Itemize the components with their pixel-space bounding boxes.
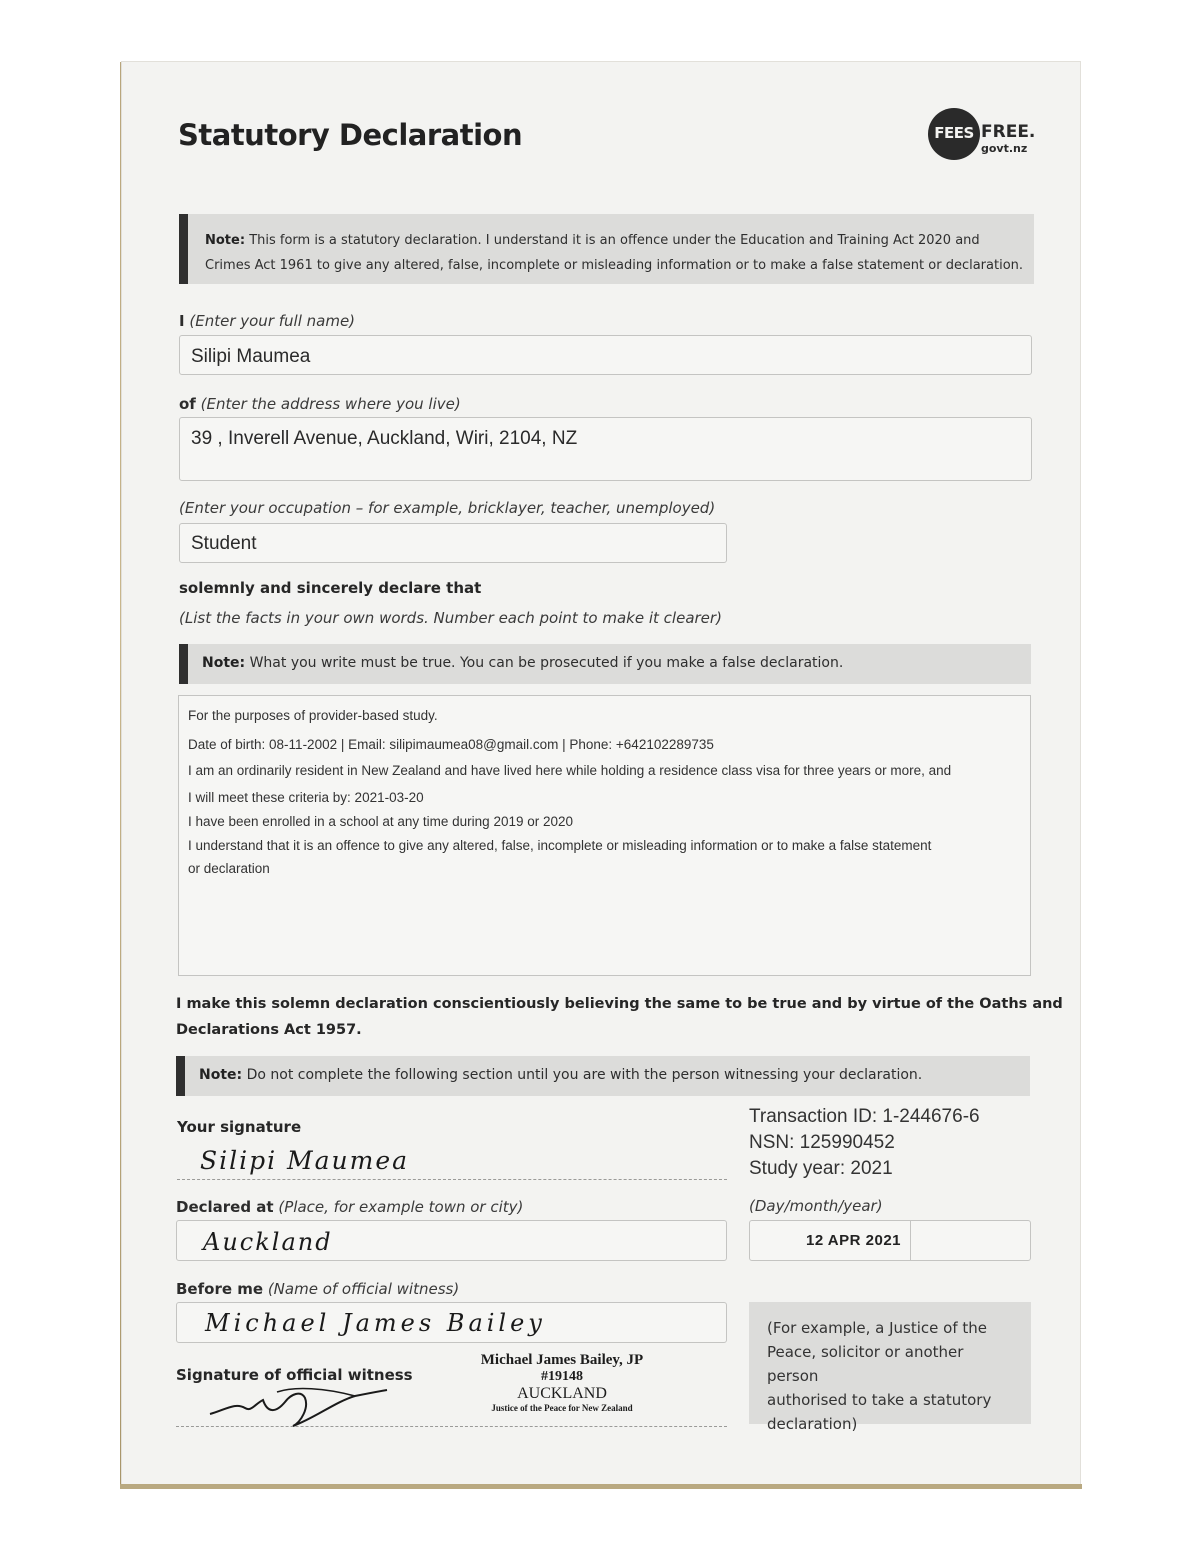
witness-note — [176, 1056, 1030, 1096]
intro-note-line-1 — [205, 228, 1030, 253]
address-prefix: of — [179, 395, 196, 413]
fact-line-5: I have been enrolled in a school at any time during 2019 or 2020 — [188, 814, 574, 829]
official-signature-scribble — [205, 1382, 395, 1432]
witness-example-line-4: declaration) — [767, 1415, 858, 1433]
intro-note-text-2: Crimes Act 1961 to give any altered, false, incomplete or misleading information or to make a false statement or declaration. — [205, 258, 1024, 273]
jp-stamp-city: AUCKLAND — [517, 1385, 607, 1402]
your-signature-label: Your signature — [177, 1118, 302, 1136]
truth-note — [179, 644, 1031, 684]
note-label: Note: — [205, 233, 246, 248]
note-bar — [179, 214, 188, 284]
full-name-field[interactable] — [179, 335, 1032, 375]
paper-edge-bottom — [120, 1484, 1082, 1489]
name-prefix: I — [179, 312, 185, 330]
solemn-line-1: I make this solemn declaration conscientiously believing the same to be true and by virtue of the Oaths and — [176, 996, 1063, 1012]
declared-at-hint: (Place, for example town or city) — [278, 1198, 524, 1216]
logo-fees-text: FEES — [934, 124, 974, 142]
declare-hint-wrap — [179, 609, 722, 627]
date-field[interactable] — [749, 1220, 1031, 1261]
declare-hint: (List the facts in your own words. Number each point to make it clearer) — [179, 609, 722, 627]
occupation-label — [179, 499, 715, 517]
date-stamp-value: 12 APR 2021 — [806, 1232, 902, 1249]
intro-note-text-1: This form is a statutory declaration. I understand it is an offence under the Education and Training Act 2020 and — [249, 233, 980, 248]
jp-stamp-title: Justice of the Peace for New Zealand — [491, 1403, 633, 1413]
occupation-field[interactable] — [179, 523, 727, 563]
official-signature-label: Signature of official witness — [176, 1366, 413, 1384]
jp-stamp — [462, 1352, 662, 1413]
fact-line-4: I will meet these criteria by: 2021-03-20 — [188, 790, 424, 805]
logo-free-text: FREE. — [981, 122, 1036, 142]
jp-stamp-name: Michael James Bailey, JP — [480, 1352, 644, 1368]
before-me-prefix: Before me — [176, 1280, 264, 1298]
occupation-value: Student — [191, 533, 257, 554]
address-hint: (Enter the address where you live) — [200, 395, 461, 413]
logo-domain-text: govt.nz — [981, 142, 1028, 155]
your-signature-line[interactable] — [177, 1178, 727, 1180]
date-label — [749, 1197, 883, 1215]
full-name-value: Silipi Maumea — [191, 346, 311, 367]
declared-at-label — [176, 1198, 523, 1216]
truth-note-text: What you write must be true. You can be prosecuted if you make a false declaration. — [249, 655, 844, 671]
note-bar — [179, 644, 188, 684]
declared-at-prefix: Declared at — [176, 1198, 274, 1216]
date-hint: (Day/month/year) — [749, 1197, 883, 1215]
note-bar — [176, 1056, 185, 1096]
solemn-line-2: Declarations Act 1957. — [176, 1022, 362, 1038]
note-label: Note: — [199, 1067, 243, 1083]
fact-line-7: or declaration — [188, 861, 270, 876]
name-label — [179, 312, 355, 330]
intro-note — [179, 214, 1034, 284]
declared-at-value: Auckland — [203, 1228, 333, 1256]
address-label — [179, 395, 461, 413]
page-title: Statutory Declaration — [178, 118, 523, 152]
declared-at-field[interactable] — [176, 1220, 727, 1261]
fact-line-3: I am an ordinarily resident in New Zealand and have lived here while holding a residence class visa for three years or more, and — [188, 763, 952, 778]
witness-name-field[interactable] — [176, 1302, 727, 1343]
witness-note-text: Do not complete the following section until you are with the person witnessing your declaration. — [246, 1067, 923, 1083]
witness-name-value: Michael James Bailey — [205, 1309, 546, 1337]
fact-line-6: I understand that it is an offence to give any altered, false, incomplete or misleading information or to make a false statement — [188, 838, 932, 853]
before-me-label — [176, 1280, 459, 1298]
occupation-hint: (Enter your occupation – for example, bricklayer, teacher, unemployed) — [179, 499, 716, 517]
transaction-id: Transaction ID: 1-244676-6 — [749, 1106, 980, 1127]
witness-example-line-1: (For example, a Justice of the — [767, 1319, 987, 1337]
study-year: Study year: 2021 — [749, 1158, 893, 1179]
fact-line-1: For the purposes of provider-based study. — [188, 708, 438, 723]
address-value: 39 , Inverell Avenue, Auckland, Wiri, 2104, NZ — [191, 428, 578, 449]
fact-line-2: Date of birth: 08-11-2002 | Email: silipimaumea08@gmail.com | Phone: +642102289735 — [188, 737, 714, 752]
note-label: Note: — [202, 655, 246, 671]
address-field[interactable] — [179, 417, 1032, 481]
your-signature-value: Silipi Maumea — [200, 1146, 410, 1175]
declare-heading: solemnly and sincerely declare that — [179, 579, 482, 597]
jp-stamp-number: #19148 — [541, 1369, 583, 1384]
witness-example-box — [749, 1302, 1031, 1433]
nsn: NSN: 125990452 — [749, 1132, 895, 1153]
witness-example-line-2: Peace, solicitor or another person — [767, 1343, 964, 1385]
witness-example-line-3: authorised to take a statutory — [767, 1391, 992, 1409]
name-hint: (Enter your full name) — [189, 312, 356, 330]
before-me-hint: (Name of official witness) — [267, 1280, 460, 1298]
date-divider — [910, 1221, 911, 1260]
